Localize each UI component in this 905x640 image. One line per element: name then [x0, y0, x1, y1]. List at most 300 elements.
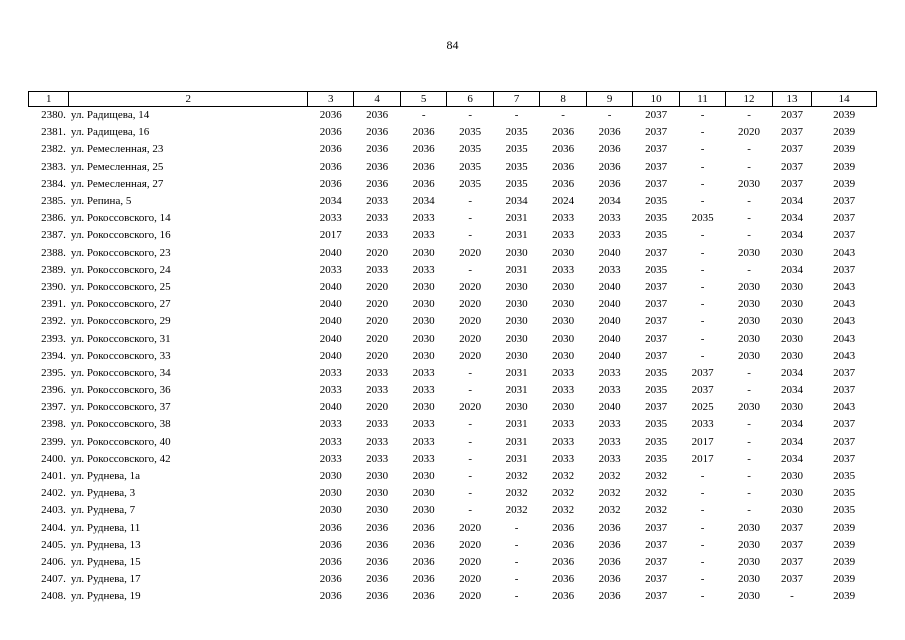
- year-cell-col-9: 2036: [598, 177, 621, 190]
- year-cell-col-12: -: [747, 109, 751, 122]
- year-cell-col-5: 2030: [412, 470, 435, 483]
- year-cell-col-13: 2037: [781, 573, 803, 586]
- year-cell-col-12: -: [747, 435, 751, 448]
- year-cell-col-5: 2033: [412, 384, 435, 397]
- year-cell-col-4: 2036: [366, 160, 389, 173]
- year-cell-col-6: -: [468, 229, 472, 242]
- year-cell-col-4: 2033: [366, 435, 389, 448]
- year-cell-col-5: 2030: [412, 487, 435, 500]
- table-row: [29, 193, 877, 210]
- year-cell-col-4: 2033: [366, 263, 389, 276]
- year-cell-col-13: 2034: [781, 384, 803, 397]
- year-cell-col-8: 2036: [552, 538, 575, 551]
- year-cell-col-10: 2032: [645, 487, 668, 500]
- year-cell-col-4: 2020: [366, 298, 389, 311]
- table-row: [29, 537, 877, 554]
- year-cell-col-11: -: [700, 160, 705, 173]
- year-cell-col-6: -: [468, 418, 472, 431]
- year-cell-col-13: 2034: [781, 195, 803, 208]
- year-cell-col-8: 2024: [552, 195, 575, 208]
- year-cell-col-9: 2033: [598, 435, 621, 448]
- address-cell: ул. Руднева, 15: [70, 555, 141, 568]
- row-number-cell: 2401.: [41, 470, 66, 483]
- table-row: [29, 571, 877, 588]
- year-cell-col-10: 2035: [645, 212, 668, 225]
- year-cell-col-6: 2035: [459, 143, 482, 156]
- year-cell-col-6: 2020: [459, 298, 482, 311]
- year-cell-col-11: -: [700, 229, 705, 242]
- year-cell-col-7: 2031: [505, 418, 528, 431]
- year-cell-col-9: 2032: [598, 470, 621, 483]
- year-cell-col-4: 2033: [366, 212, 389, 225]
- year-cell-col-3: 2030: [319, 504, 342, 517]
- year-cell-col-5: 2033: [412, 418, 435, 431]
- table-row: [29, 227, 877, 244]
- year-cell-col-13: 2030: [781, 280, 803, 293]
- address-cell: ул. Радищева, 16: [70, 126, 150, 139]
- year-cell-col-12: -: [747, 487, 751, 500]
- year-cell-col-11: -: [700, 487, 705, 500]
- page-number: 84: [446, 38, 459, 52]
- year-cell-col-10: 2035: [645, 435, 668, 448]
- year-cell-col-6: -: [468, 470, 472, 483]
- year-cell-col-12: 2030: [738, 298, 761, 311]
- year-cell-col-12: -: [747, 195, 751, 208]
- row-number-cell: 2399.: [41, 435, 66, 448]
- year-cell-col-8: 2036: [552, 573, 575, 586]
- row-number-cell: 2389.: [41, 263, 66, 276]
- year-cell-col-6: -: [468, 195, 472, 208]
- year-cell-col-3: 2036: [319, 590, 342, 603]
- year-cell-col-3: 2040: [319, 298, 342, 311]
- year-cell-col-13: 2034: [781, 263, 803, 276]
- column-number-header-row: [29, 92, 877, 107]
- year-cell-col-10: 2037: [645, 401, 668, 414]
- row-number-cell: 2384.: [41, 177, 66, 190]
- column-number-2: 2: [69, 92, 308, 107]
- year-cell-col-14: 2037: [833, 212, 856, 225]
- year-cell-col-10: 2035: [645, 366, 668, 379]
- table-row: [29, 176, 877, 193]
- year-cell-col-9: 2036: [598, 143, 621, 156]
- year-cell-col-11: -: [700, 280, 705, 293]
- year-cell-col-9: 2033: [598, 384, 621, 397]
- address-cell: ул. Рокоссовского, 34: [70, 366, 171, 379]
- year-cell-col-8: 2033: [552, 384, 575, 397]
- year-cell-col-13: -: [790, 590, 794, 603]
- year-cell-col-9: 2040: [598, 401, 621, 414]
- year-cell-col-3: 2033: [319, 212, 342, 225]
- year-cell-col-10: 2037: [645, 349, 668, 362]
- year-cell-col-5: 2036: [412, 126, 435, 139]
- year-cell-col-13: 2030: [781, 487, 803, 500]
- year-cell-col-9: 2040: [598, 349, 621, 362]
- year-cell-col-5: 2036: [412, 590, 435, 603]
- table-row: [29, 554, 877, 571]
- year-cell-col-4: 2030: [366, 487, 389, 500]
- column-number-6: 6: [447, 92, 493, 107]
- year-cell-col-8: 2036: [552, 160, 575, 173]
- year-cell-col-4: 2036: [366, 555, 389, 568]
- year-cell-col-8: 2030: [552, 280, 575, 293]
- year-cell-col-3: 2036: [319, 177, 342, 190]
- year-cell-col-13: 2030: [781, 298, 803, 311]
- address-cell: ул. Руднева, 1а: [70, 470, 141, 483]
- year-cell-col-8: 2036: [552, 143, 575, 156]
- year-cell-col-11: 2037: [691, 384, 714, 397]
- row-number-cell: 2385.: [41, 195, 66, 208]
- year-cell-col-10: 2037: [645, 246, 668, 259]
- row-number-cell: 2391.: [41, 298, 66, 311]
- address-cell: ул. Руднева, 19: [70, 590, 141, 603]
- year-cell-col-11: -: [700, 246, 705, 259]
- year-cell-col-14: 2039: [833, 109, 856, 122]
- year-cell-col-11: 2035: [691, 212, 714, 225]
- year-cell-col-7: 2032: [505, 470, 528, 483]
- year-cell-col-8: 2036: [552, 521, 575, 534]
- year-cell-col-7: 2031: [505, 452, 528, 465]
- year-cell-col-12: -: [747, 418, 751, 431]
- year-cell-col-3: 2030: [319, 470, 342, 483]
- year-cell-col-6: -: [468, 212, 472, 225]
- year-cell-col-14: 2043: [833, 401, 856, 414]
- year-cell-col-13: 2034: [781, 212, 803, 225]
- year-cell-col-4: 2020: [366, 332, 389, 345]
- year-cell-col-12: -: [747, 504, 751, 517]
- year-cell-col-8: 2032: [552, 487, 575, 500]
- year-cell-col-7: 2030: [505, 246, 528, 259]
- row-number-cell: 2406.: [41, 555, 66, 568]
- year-cell-col-8: 2036: [552, 177, 575, 190]
- address-cell: ул. Рокоссовского, 36: [70, 384, 171, 397]
- year-cell-col-4: 2033: [366, 366, 389, 379]
- year-cell-col-12: -: [747, 384, 751, 397]
- row-number-cell: 2398.: [41, 418, 66, 431]
- address-cell: ул. Руднева, 13: [70, 538, 141, 551]
- housing-register-table: [28, 91, 877, 605]
- row-number-cell: 2395.: [41, 366, 66, 379]
- year-cell-col-5: 2033: [412, 435, 435, 448]
- year-cell-col-13: 2037: [781, 521, 803, 534]
- year-cell-col-9: 2033: [598, 212, 621, 225]
- year-cell-col-6: -: [468, 384, 472, 397]
- table-row: [29, 520, 877, 537]
- year-cell-col-8: 2033: [552, 366, 575, 379]
- year-cell-col-10: 2032: [645, 504, 668, 517]
- year-cell-col-4: 2036: [366, 573, 389, 586]
- year-cell-col-6: 2020: [459, 590, 482, 603]
- year-cell-col-9: 2036: [598, 160, 621, 173]
- year-cell-col-8: 2033: [552, 212, 575, 225]
- year-cell-col-9: 2036: [598, 538, 621, 551]
- address-cell: ул. Ремесленная, 25: [70, 160, 164, 173]
- year-cell-col-8: -: [561, 109, 565, 122]
- column-number-8: 8: [540, 92, 586, 107]
- year-cell-col-12: 2020: [738, 126, 761, 139]
- address-cell: ул. Руднева, 17: [70, 573, 141, 586]
- year-cell-col-7: 2031: [505, 212, 528, 225]
- table-body: [29, 107, 877, 606]
- year-cell-col-5: 2030: [412, 298, 435, 311]
- table-row: [29, 382, 877, 399]
- year-cell-col-6: -: [468, 263, 472, 276]
- year-cell-col-3: 2033: [319, 452, 342, 465]
- year-cell-col-6: 2020: [459, 555, 482, 568]
- year-cell-col-7: 2030: [505, 349, 528, 362]
- year-cell-col-12: 2030: [738, 590, 761, 603]
- year-cell-col-4: 2033: [366, 452, 389, 465]
- year-cell-col-9: 2034: [598, 195, 621, 208]
- year-cell-col-10: 2035: [645, 195, 668, 208]
- table-row: [29, 399, 877, 416]
- table-row: [29, 468, 877, 485]
- year-cell-col-7: -: [514, 109, 519, 122]
- table-row: [29, 502, 877, 519]
- year-cell-col-13: 2030: [781, 401, 803, 414]
- year-cell-col-8: 2033: [552, 435, 575, 448]
- year-cell-col-6: 2020: [459, 538, 482, 551]
- year-cell-col-5: 2034: [412, 195, 435, 208]
- year-cell-col-12: -: [747, 366, 751, 379]
- year-cell-col-3: 2033: [319, 384, 342, 397]
- year-cell-col-11: -: [700, 263, 705, 276]
- year-cell-col-4: 2030: [366, 504, 389, 517]
- year-cell-col-8: 2036: [552, 126, 575, 139]
- year-cell-col-14: 2039: [833, 521, 856, 534]
- table-row: [29, 348, 877, 365]
- year-cell-col-13: 2030: [781, 504, 803, 517]
- row-number-cell: 2388.: [41, 246, 66, 259]
- year-cell-col-14: 2043: [833, 298, 856, 311]
- year-cell-col-7: -: [514, 590, 519, 603]
- year-cell-col-6: -: [468, 109, 472, 122]
- year-cell-col-4: 2020: [366, 401, 389, 414]
- row-number-cell: 2387.: [41, 229, 66, 242]
- year-cell-col-6: -: [468, 504, 472, 517]
- year-cell-col-14: 2037: [833, 435, 856, 448]
- year-cell-col-10: 2037: [645, 298, 668, 311]
- year-cell-col-11: -: [700, 195, 705, 208]
- year-cell-col-3: 2036: [319, 521, 342, 534]
- year-cell-col-4: 2033: [366, 195, 389, 208]
- year-cell-col-14: 2039: [833, 555, 856, 568]
- year-cell-col-8: 2030: [552, 298, 575, 311]
- year-cell-col-11: -: [700, 573, 705, 586]
- row-number-cell: 2390.: [41, 280, 66, 293]
- year-cell-col-7: -: [514, 555, 519, 568]
- year-cell-col-11: -: [700, 109, 705, 122]
- year-cell-col-3: 2040: [319, 246, 342, 259]
- year-cell-col-14: 2039: [833, 126, 856, 139]
- year-cell-col-6: 2020: [459, 280, 482, 293]
- year-cell-col-5: 2030: [412, 504, 435, 517]
- year-cell-col-11: -: [700, 126, 705, 139]
- column-number-9: 9: [586, 92, 632, 107]
- table-row: [29, 313, 877, 330]
- year-cell-col-9: 2033: [598, 263, 621, 276]
- year-cell-col-7: 2035: [505, 177, 528, 190]
- year-cell-col-4: 2036: [366, 143, 389, 156]
- year-cell-col-14: 2039: [833, 538, 856, 551]
- year-cell-col-4: 2020: [366, 349, 389, 362]
- year-cell-col-13: 2037: [781, 143, 803, 156]
- year-cell-col-8: 2030: [552, 246, 575, 259]
- year-cell-col-6: 2035: [459, 160, 482, 173]
- year-cell-col-9: 2036: [598, 126, 621, 139]
- year-cell-col-12: -: [747, 229, 751, 242]
- year-cell-col-9: 2033: [598, 229, 621, 242]
- table-row: [29, 296, 877, 313]
- year-cell-col-6: -: [468, 452, 472, 465]
- year-cell-col-3: 2036: [319, 555, 342, 568]
- year-cell-col-12: -: [747, 160, 751, 173]
- year-cell-col-14: 2037: [833, 263, 856, 276]
- year-cell-col-11: -: [700, 177, 705, 190]
- year-cell-col-3: 2030: [319, 487, 342, 500]
- year-cell-col-14: 2039: [833, 143, 856, 156]
- column-number-13: 13: [772, 92, 811, 107]
- column-number-10: 10: [633, 92, 679, 107]
- year-cell-col-4: 2036: [366, 590, 389, 603]
- row-number-cell: 2408.: [41, 590, 66, 603]
- year-cell-col-14: 2037: [833, 452, 856, 465]
- address-cell: ул. Рокоссовского, 23: [70, 246, 171, 259]
- year-cell-col-5: 2033: [412, 263, 435, 276]
- year-cell-col-9: 2033: [598, 366, 621, 379]
- year-cell-col-9: 2036: [598, 590, 621, 603]
- address-cell: ул. Рокоссовского, 33: [70, 349, 171, 362]
- year-cell-col-14: 2037: [833, 418, 856, 431]
- year-cell-col-13: 2030: [781, 315, 803, 328]
- address-cell: ул. Рокоссовского, 25: [70, 280, 171, 293]
- year-cell-col-9: 2040: [598, 246, 621, 259]
- year-cell-col-10: 2037: [645, 555, 668, 568]
- year-cell-col-6: 2035: [459, 126, 482, 139]
- year-cell-col-6: -: [468, 366, 472, 379]
- year-cell-col-7: 2031: [505, 366, 528, 379]
- year-cell-col-13: 2034: [781, 229, 803, 242]
- year-cell-col-5: 2036: [412, 555, 435, 568]
- year-cell-col-10: 2037: [645, 538, 668, 551]
- year-cell-col-7: 2030: [505, 315, 528, 328]
- year-cell-col-8: 2036: [552, 555, 575, 568]
- year-cell-col-7: -: [514, 573, 519, 586]
- year-cell-col-5: 2033: [412, 452, 435, 465]
- year-cell-col-10: 2035: [645, 452, 668, 465]
- year-cell-col-4: 2033: [366, 418, 389, 431]
- year-cell-col-11: -: [700, 521, 705, 534]
- year-cell-col-7: 2030: [505, 298, 528, 311]
- year-cell-col-14: 2039: [833, 573, 856, 586]
- row-number-cell: 2394.: [41, 349, 66, 362]
- year-cell-col-3: 2040: [319, 280, 342, 293]
- year-cell-col-11: 2037: [691, 366, 714, 379]
- year-cell-col-3: 2036: [319, 109, 342, 122]
- row-number-cell: 2393.: [41, 332, 66, 345]
- address-cell: ул. Руднева, 3: [70, 487, 136, 500]
- year-cell-col-7: 2035: [505, 160, 528, 173]
- year-cell-col-7: 2031: [505, 384, 528, 397]
- year-cell-col-13: 2037: [781, 109, 803, 122]
- year-cell-col-8: 2030: [552, 332, 575, 345]
- address-cell: ул. Руднева, 7: [70, 504, 136, 517]
- year-cell-col-14: 2037: [833, 195, 856, 208]
- year-cell-col-12: 2030: [738, 401, 761, 414]
- year-cell-col-6: 2020: [459, 349, 482, 362]
- year-cell-col-7: 2030: [505, 332, 528, 345]
- row-number-cell: 2381.: [41, 126, 66, 139]
- year-cell-col-8: 2030: [552, 315, 575, 328]
- year-cell-col-14: 2039: [833, 160, 856, 173]
- row-number-cell: 2397.: [41, 401, 66, 414]
- year-cell-col-13: 2034: [781, 366, 803, 379]
- year-cell-col-13: 2030: [781, 332, 803, 345]
- year-cell-col-10: 2037: [645, 109, 668, 122]
- year-cell-col-8: 2033: [552, 418, 575, 431]
- table-row: [29, 245, 877, 262]
- year-cell-col-11: -: [700, 349, 705, 362]
- address-cell: ул. Рокоссовского, 29: [70, 315, 171, 328]
- year-cell-col-9: 2040: [598, 298, 621, 311]
- year-cell-col-12: -: [747, 143, 751, 156]
- year-cell-col-6: 2020: [459, 332, 482, 345]
- row-number-cell: 2380.: [41, 109, 66, 122]
- year-cell-col-8: 2030: [552, 401, 575, 414]
- year-cell-col-11: -: [700, 538, 705, 551]
- row-number-cell: 2405.: [41, 538, 66, 551]
- year-cell-col-4: 2036: [366, 521, 389, 534]
- year-cell-col-11: 2017: [691, 435, 714, 448]
- year-cell-col-3: 2017: [319, 229, 342, 242]
- year-cell-col-9: 2040: [598, 280, 621, 293]
- year-cell-col-14: 2035: [833, 487, 856, 500]
- row-number-cell: 2407.: [41, 573, 66, 586]
- year-cell-col-10: 2037: [645, 177, 668, 190]
- table-row: [29, 416, 877, 433]
- column-number-5: 5: [400, 92, 446, 107]
- year-cell-col-11: 2025: [691, 401, 714, 414]
- row-number-cell: 2386.: [41, 212, 66, 225]
- year-cell-col-8: 2033: [552, 452, 575, 465]
- column-number-1: 1: [29, 92, 69, 107]
- year-cell-col-10: 2037: [645, 280, 668, 293]
- year-cell-col-6: 2020: [459, 315, 482, 328]
- year-cell-col-9: 2036: [598, 521, 621, 534]
- table-row: [29, 330, 877, 347]
- year-cell-col-3: 2040: [319, 349, 342, 362]
- year-cell-col-3: 2033: [319, 435, 342, 448]
- year-cell-col-11: -: [700, 298, 705, 311]
- year-cell-col-10: 2035: [645, 229, 668, 242]
- year-cell-col-3: 2034: [319, 195, 342, 208]
- year-cell-col-14: 2039: [833, 590, 856, 603]
- year-cell-col-13: 2037: [781, 126, 803, 139]
- year-cell-col-9: 2040: [598, 332, 621, 345]
- year-cell-col-6: 2020: [459, 521, 482, 534]
- year-cell-col-5: -: [421, 109, 426, 122]
- year-cell-col-10: 2037: [645, 590, 668, 603]
- row-number-cell: 2392.: [41, 315, 66, 328]
- column-number-4: 4: [354, 92, 400, 107]
- year-cell-col-11: 2017: [691, 452, 714, 465]
- year-cell-col-6: 2020: [459, 573, 482, 586]
- table-row: [29, 365, 877, 382]
- year-cell-col-12: 2030: [738, 332, 761, 345]
- year-cell-col-12: 2030: [738, 246, 761, 259]
- year-cell-col-7: 2035: [505, 143, 528, 156]
- year-cell-col-11: -: [700, 143, 705, 156]
- year-cell-col-12: 2030: [738, 315, 761, 328]
